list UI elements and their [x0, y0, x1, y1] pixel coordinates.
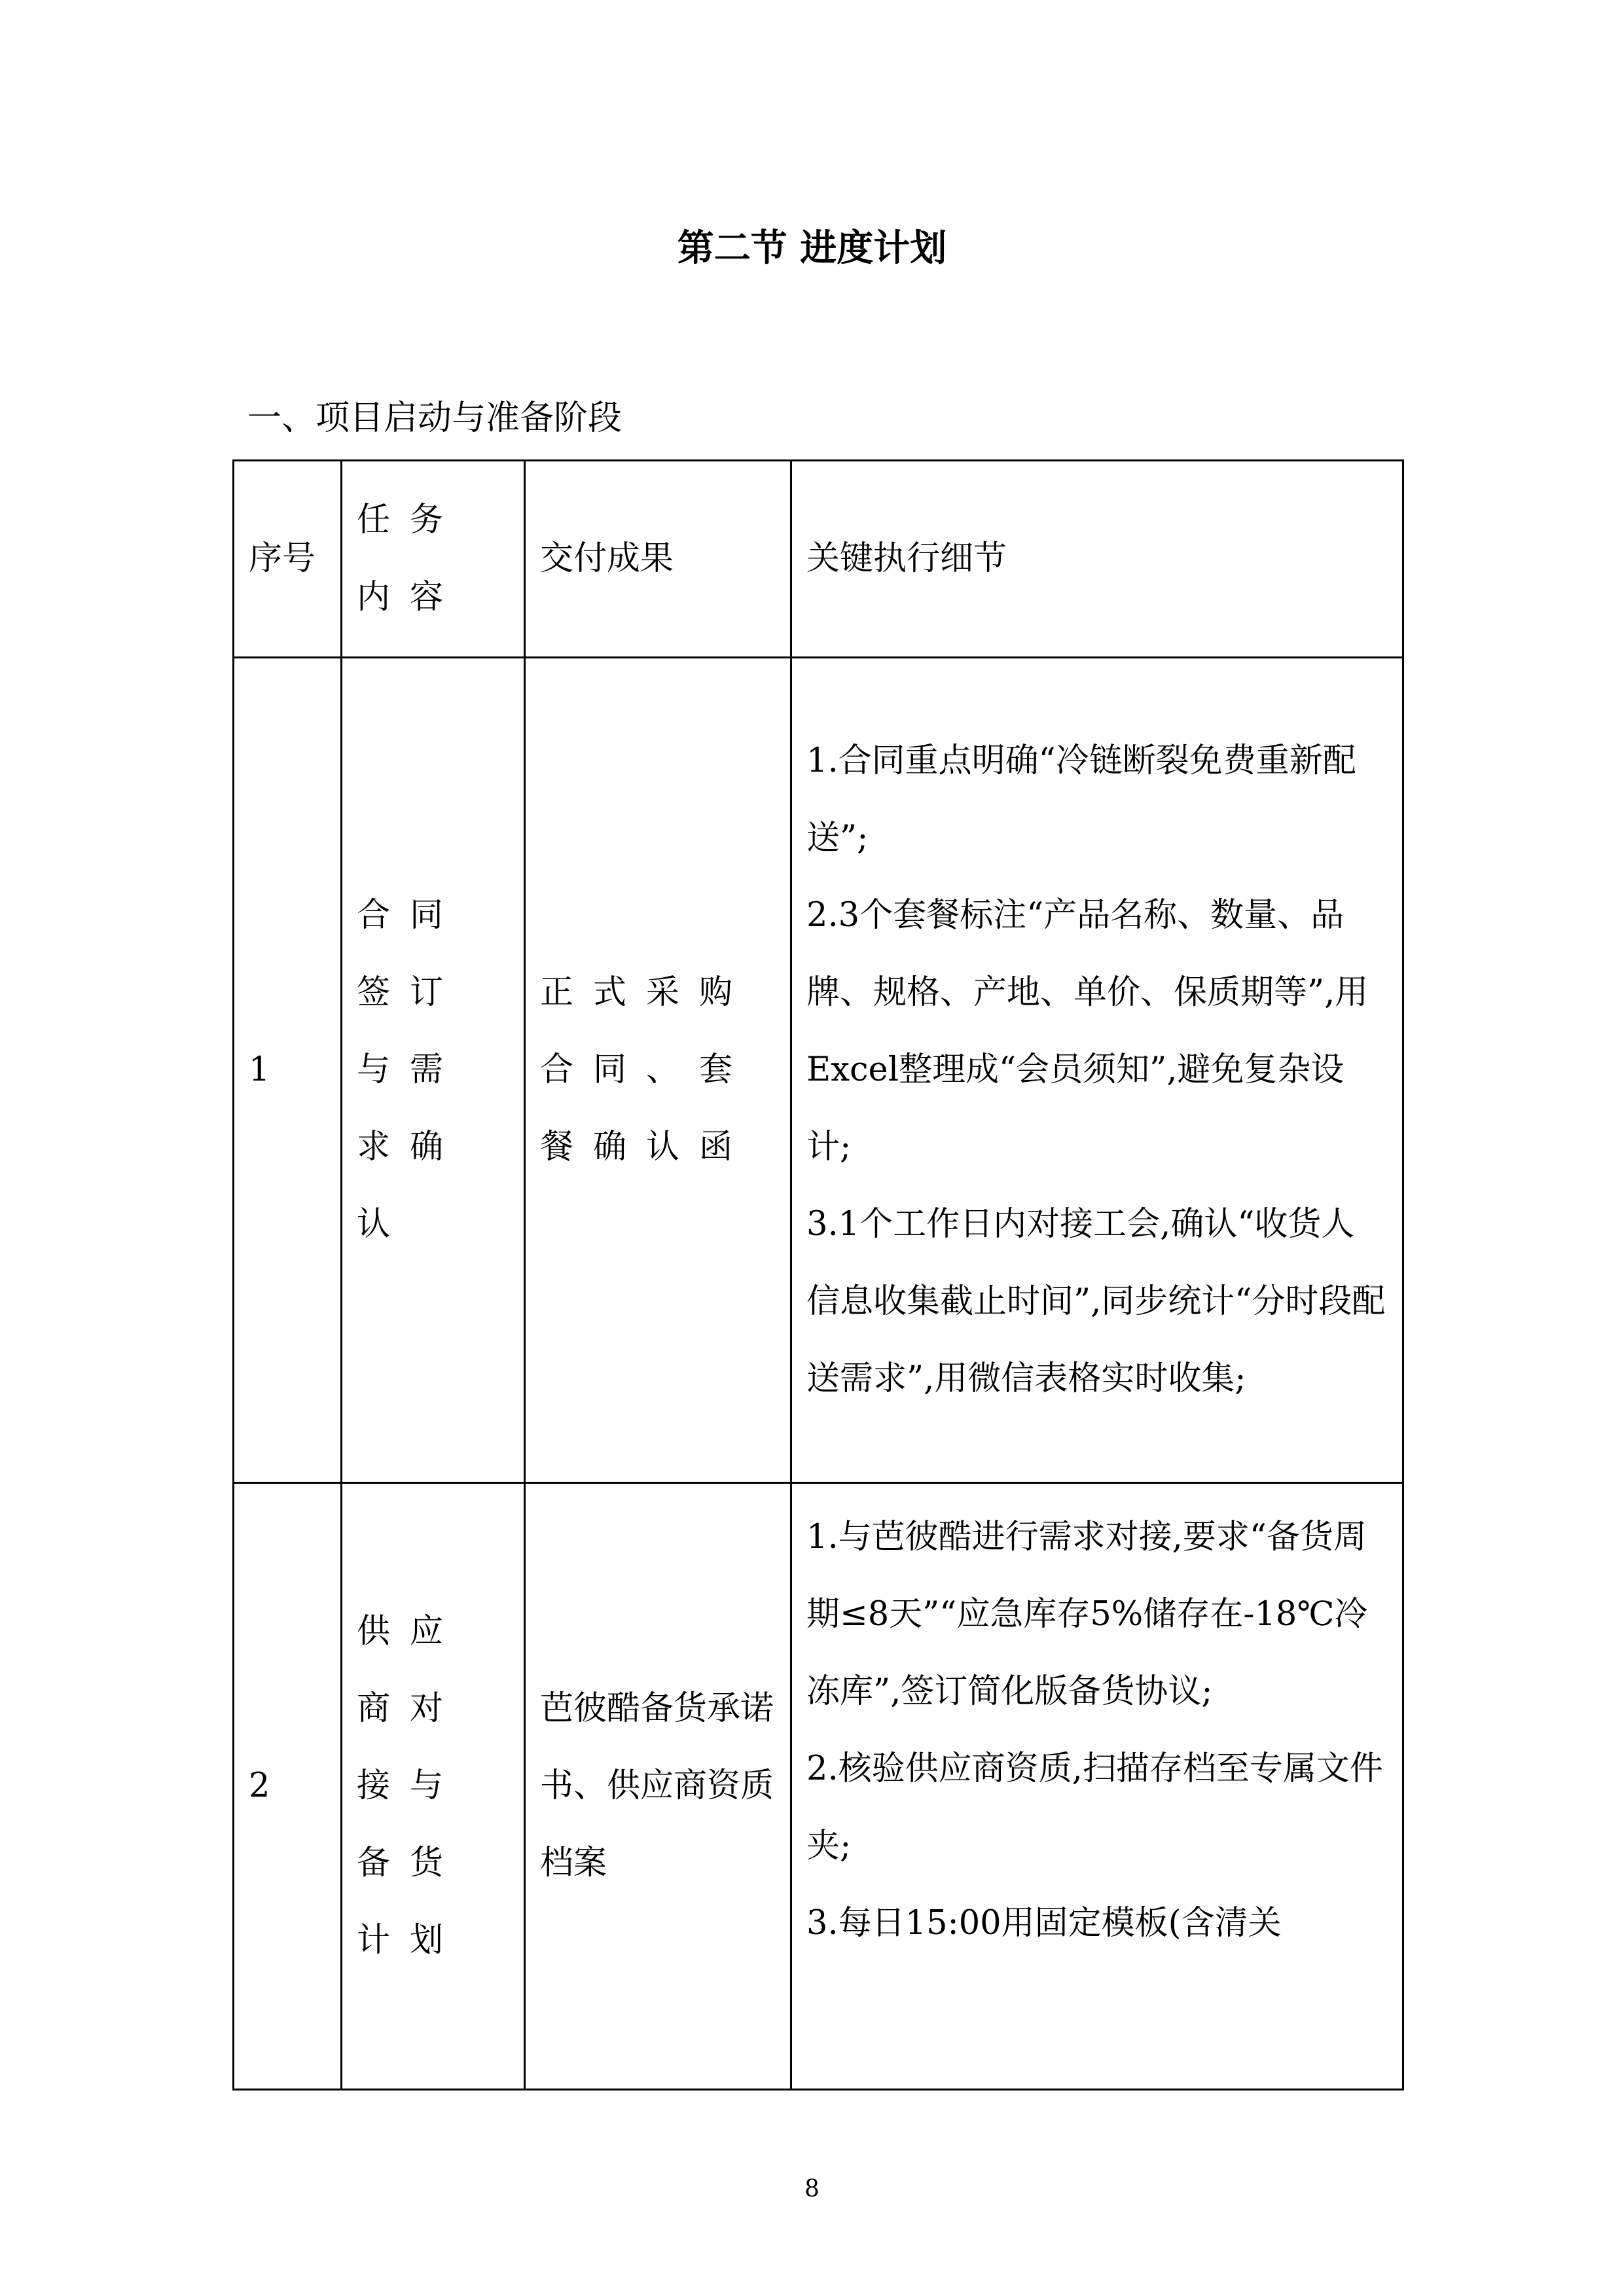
row-details — [791, 658, 1403, 1483]
detail-item: 2.核验供应商资质,扫描存档至专属文件夹; — [806, 1749, 1383, 1865]
row-task: 供应商对接与备货计划 — [342, 1483, 525, 2090]
detail-item: 2.3个套餐标注“产品名称、数量、品牌、规格、产地、单价、保质期等”,用Excel整理成“会员须知”,避免复杂设计; — [806, 896, 1369, 1166]
row-deliverable: 芭彼酷备货承诺书、供应商资质档案 — [525, 1483, 791, 2090]
page-title: 第二节 进度计划 — [677, 227, 947, 270]
row-deliverable: 正式采购合同、套餐确认函 — [525, 658, 791, 1483]
header-deliverable: 交付成果 — [525, 461, 791, 658]
row-seq: 1 — [234, 658, 342, 1483]
row-seq: 2 — [234, 1483, 342, 2090]
table-header-row — [234, 461, 1403, 658]
progress-plan-table — [232, 459, 1404, 2090]
row-details — [791, 1483, 1403, 2090]
detail-item: 3.每日15:00用固定模板(含清关 — [806, 1904, 1282, 1943]
table-row — [234, 1483, 1403, 2090]
detail-item: 1.与芭彼酷进行需求对接,要求“备货周期≤8天”“应急库存5%储存在-18℃冷冻库”,签订简化版备货协议; — [806, 1518, 1368, 1711]
header-details: 关键执行细节 — [791, 461, 1403, 658]
page-number: 8 — [804, 2176, 820, 2202]
detail-item: 1.合同重点明确“冷链断裂免费重新配送”; — [806, 742, 1356, 857]
row-task: 合同签订与需求确认 — [342, 658, 525, 1483]
detail-item: 3.1个工作日内对接工会,确认“收货人信息收集截止时间”,同步统计“分时段配送需求”,用微信表格实时收集; — [806, 1205, 1386, 1398]
header-task: 任务内容 — [342, 461, 525, 658]
section-heading: 一、项目启动与准备阶段 — [247, 399, 623, 438]
header-seq: 序号 — [234, 461, 342, 658]
table-row — [234, 658, 1403, 1483]
